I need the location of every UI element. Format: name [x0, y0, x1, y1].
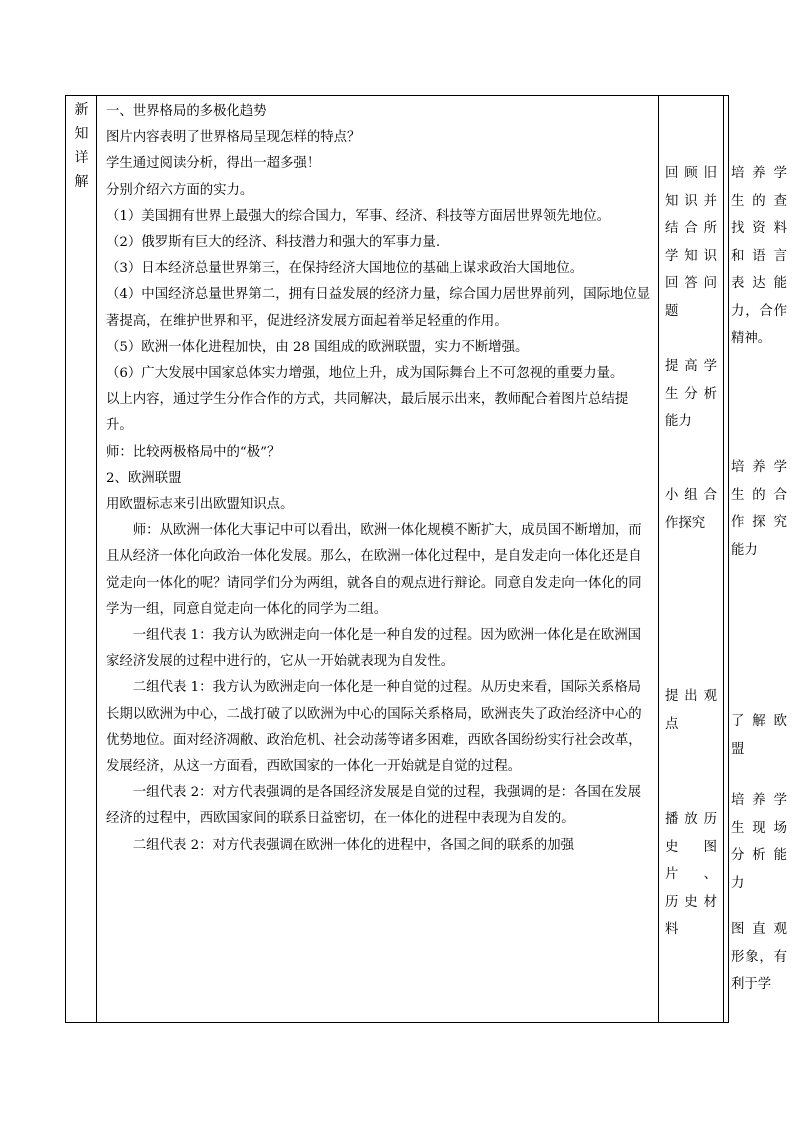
- activity-note-line: 知识并: [665, 193, 717, 209]
- activity-note: [665, 353, 717, 436]
- section-label-char: 解: [74, 174, 89, 190]
- content-paragraph: 图片内容表明了世界格局呈现怎样的特点？: [106, 130, 361, 146]
- purpose-note-line: 精神。: [731, 331, 772, 346]
- section-label-char: 新: [74, 102, 89, 118]
- content-paragraph: （2）俄罗斯有巨大的经济、科技潜力和强大的军事力量.: [106, 235, 441, 251]
- content-paragraph: 用欧盟标志来引出欧盟知识点。: [106, 497, 294, 513]
- activity-note: [665, 806, 717, 944]
- content-paragraph: 二组代表 1：我方认为欧洲走向一体化是一种自觉的过程。从历史来看，国际关系格局长期以欧洲为中心，二战打破了以欧洲为中心的国际关系格局，欧洲丧失了政治经济中心的优势地位。面对经济凋敝、政治危机、社会动荡等诸多困难，西欧各国纷纷实行社会改革，发展经济，从这一方面看，西欧国家的一体化一开始就是自觉的过程。: [106, 680, 642, 775]
- activity-column: [659, 96, 724, 1022]
- section-label: [66, 98, 97, 194]
- purpose-note-line: 作探究: [731, 515, 787, 530]
- purpose-note-line: 力，合作: [731, 303, 787, 319]
- purpose-note: [731, 916, 787, 999]
- activity-note-line: 生分析: [665, 386, 717, 402]
- purpose-note: [731, 454, 787, 564]
- activity-note-line: 能力: [665, 414, 692, 429]
- purpose-note-line: 盟: [731, 741, 745, 757]
- section-label-char: 知: [74, 126, 89, 142]
- purpose-note-line: 生的合: [731, 487, 787, 503]
- purpose-note-line: 培养学: [731, 793, 787, 808]
- lesson-table: [65, 95, 787, 1023]
- activity-note-line: 题: [665, 303, 679, 319]
- purpose-note-line: 找资料: [731, 221, 787, 236]
- content-paragraph: 学生通过阅读分析，得出一超多强！: [106, 156, 321, 172]
- activity-note-line: 回答问: [665, 276, 717, 291]
- activity-note-line: 结合所: [665, 221, 717, 236]
- purpose-note: [731, 708, 787, 763]
- activity-note-line: 作探究: [665, 515, 706, 531]
- content-paragraph: 师：比较两极格局中的“极”？: [106, 444, 281, 460]
- purpose-note-line: 生现场: [731, 820, 787, 836]
- activity-note-line: 播放历: [665, 812, 717, 827]
- purpose-note-line: 形象，有: [731, 949, 787, 965]
- purpose-column: [724, 96, 794, 1022]
- purpose-note-line: 力: [731, 875, 745, 891]
- content-paragraph: （3）日本经济总量世界第三，在保持经济大国地位的基础上谋求政治大国地位。: [106, 261, 584, 277]
- content-paragraph: 一、世界格局的多极化趋势: [106, 104, 267, 119]
- purpose-note: [731, 160, 787, 353]
- purpose-note-line: 生的查: [731, 193, 787, 209]
- content-paragraph: 一组代表 1：我方认为欧洲走向一体化是一种自发的过程。因为欧洲一体化是在欧洲国家经济发展的过程中进行的，它从一开始就表现为自发性。: [106, 628, 642, 670]
- purpose-note-line: 表达能: [731, 276, 787, 291]
- purpose-note-line: 能力: [731, 542, 758, 558]
- purpose-note-line: 分析能: [731, 848, 787, 863]
- content-paragraph: 师：从欧洲一体化大事记中可以看出，欧洲一体化规模不断扩大，成员国不断增加，而且从经济一体化向政治一体化发展。那么，在欧洲一体化过程中，是自发走向一体化还是自觉走向一体化的呢？请同学们分为两组，就各自的观点进行辩论。同意自发走向一体化的同学为一组，同意自觉走向一体化的同学为二组。: [106, 523, 642, 617]
- content-paragraph: 2、欧洲联盟: [106, 470, 182, 486]
- activity-note-line: 点: [665, 716, 679, 732]
- activity-note-line: 历史材: [665, 894, 717, 910]
- content-paragraph: 以上内容，通过学生分作合作的方式，共同解决，最后展示出来，教师配合着图片总结提升。: [106, 392, 629, 434]
- content-paragraph: 一组代表 2：对方代表强调的是各国经济发展是自觉的过程，我强调的是：各国在发展经济的过程中，西欧国家间的联系日益密切，在一体化的进程中表现为自发的。: [106, 785, 642, 827]
- content-paragraph: （6）广大发展中国家总体实力增强，地位上升，成为国际舞台上不可忽视的重要力量。: [106, 366, 624, 382]
- purpose-note-line: 图直观: [731, 922, 787, 937]
- section-label-column: [66, 96, 97, 1022]
- activity-note-line: 提出观: [665, 689, 717, 704]
- section-label-char: 详: [74, 150, 89, 166]
- activity-note-line: 史图片、: [665, 839, 717, 882]
- content-paragraph: 分别介绍六方面的实力。: [106, 182, 254, 198]
- activity-note-line: 小组合: [665, 488, 717, 503]
- activity-note-line: 料: [665, 922, 679, 937]
- content-column: [97, 96, 659, 1022]
- purpose-note-line: 和语言: [731, 248, 787, 264]
- activity-note-line: 回顾旧: [665, 166, 717, 181]
- content-paragraph: （1）美国拥有世界上最强大的综合国力，军事、经济、科技等方面居世界领先地位。: [106, 208, 610, 224]
- purpose-note-line: 培养学: [731, 460, 787, 475]
- purpose-note-line: 培养学: [731, 166, 787, 181]
- purpose-note-line: 利于学: [731, 977, 772, 992]
- activity-note: [665, 683, 717, 738]
- activity-note-line: 学知识: [665, 248, 717, 264]
- activity-note: [665, 482, 717, 537]
- activity-note-line: 提高学: [665, 359, 717, 374]
- purpose-note: [731, 787, 787, 897]
- content-paragraph: （5）欧洲一体化进程加快，由 28 国组成的欧洲联盟，实力不断增强。: [106, 339, 529, 355]
- lesson-content: [106, 99, 654, 859]
- content-paragraph: （4）中国经济总量世界第二，拥有日益发展的经济力量，综合国力居世界前列，国际地位显著提高，在维护世界和平，促进经济发展方面起着举足轻重的作用。: [106, 287, 651, 329]
- activity-note: [665, 160, 717, 325]
- purpose-note-line: 了解欧: [731, 714, 787, 729]
- content-paragraph: 二组代表 2：对方代表强调在欧洲一体化的进程中，各国之间的联系的加强: [132, 837, 575, 853]
